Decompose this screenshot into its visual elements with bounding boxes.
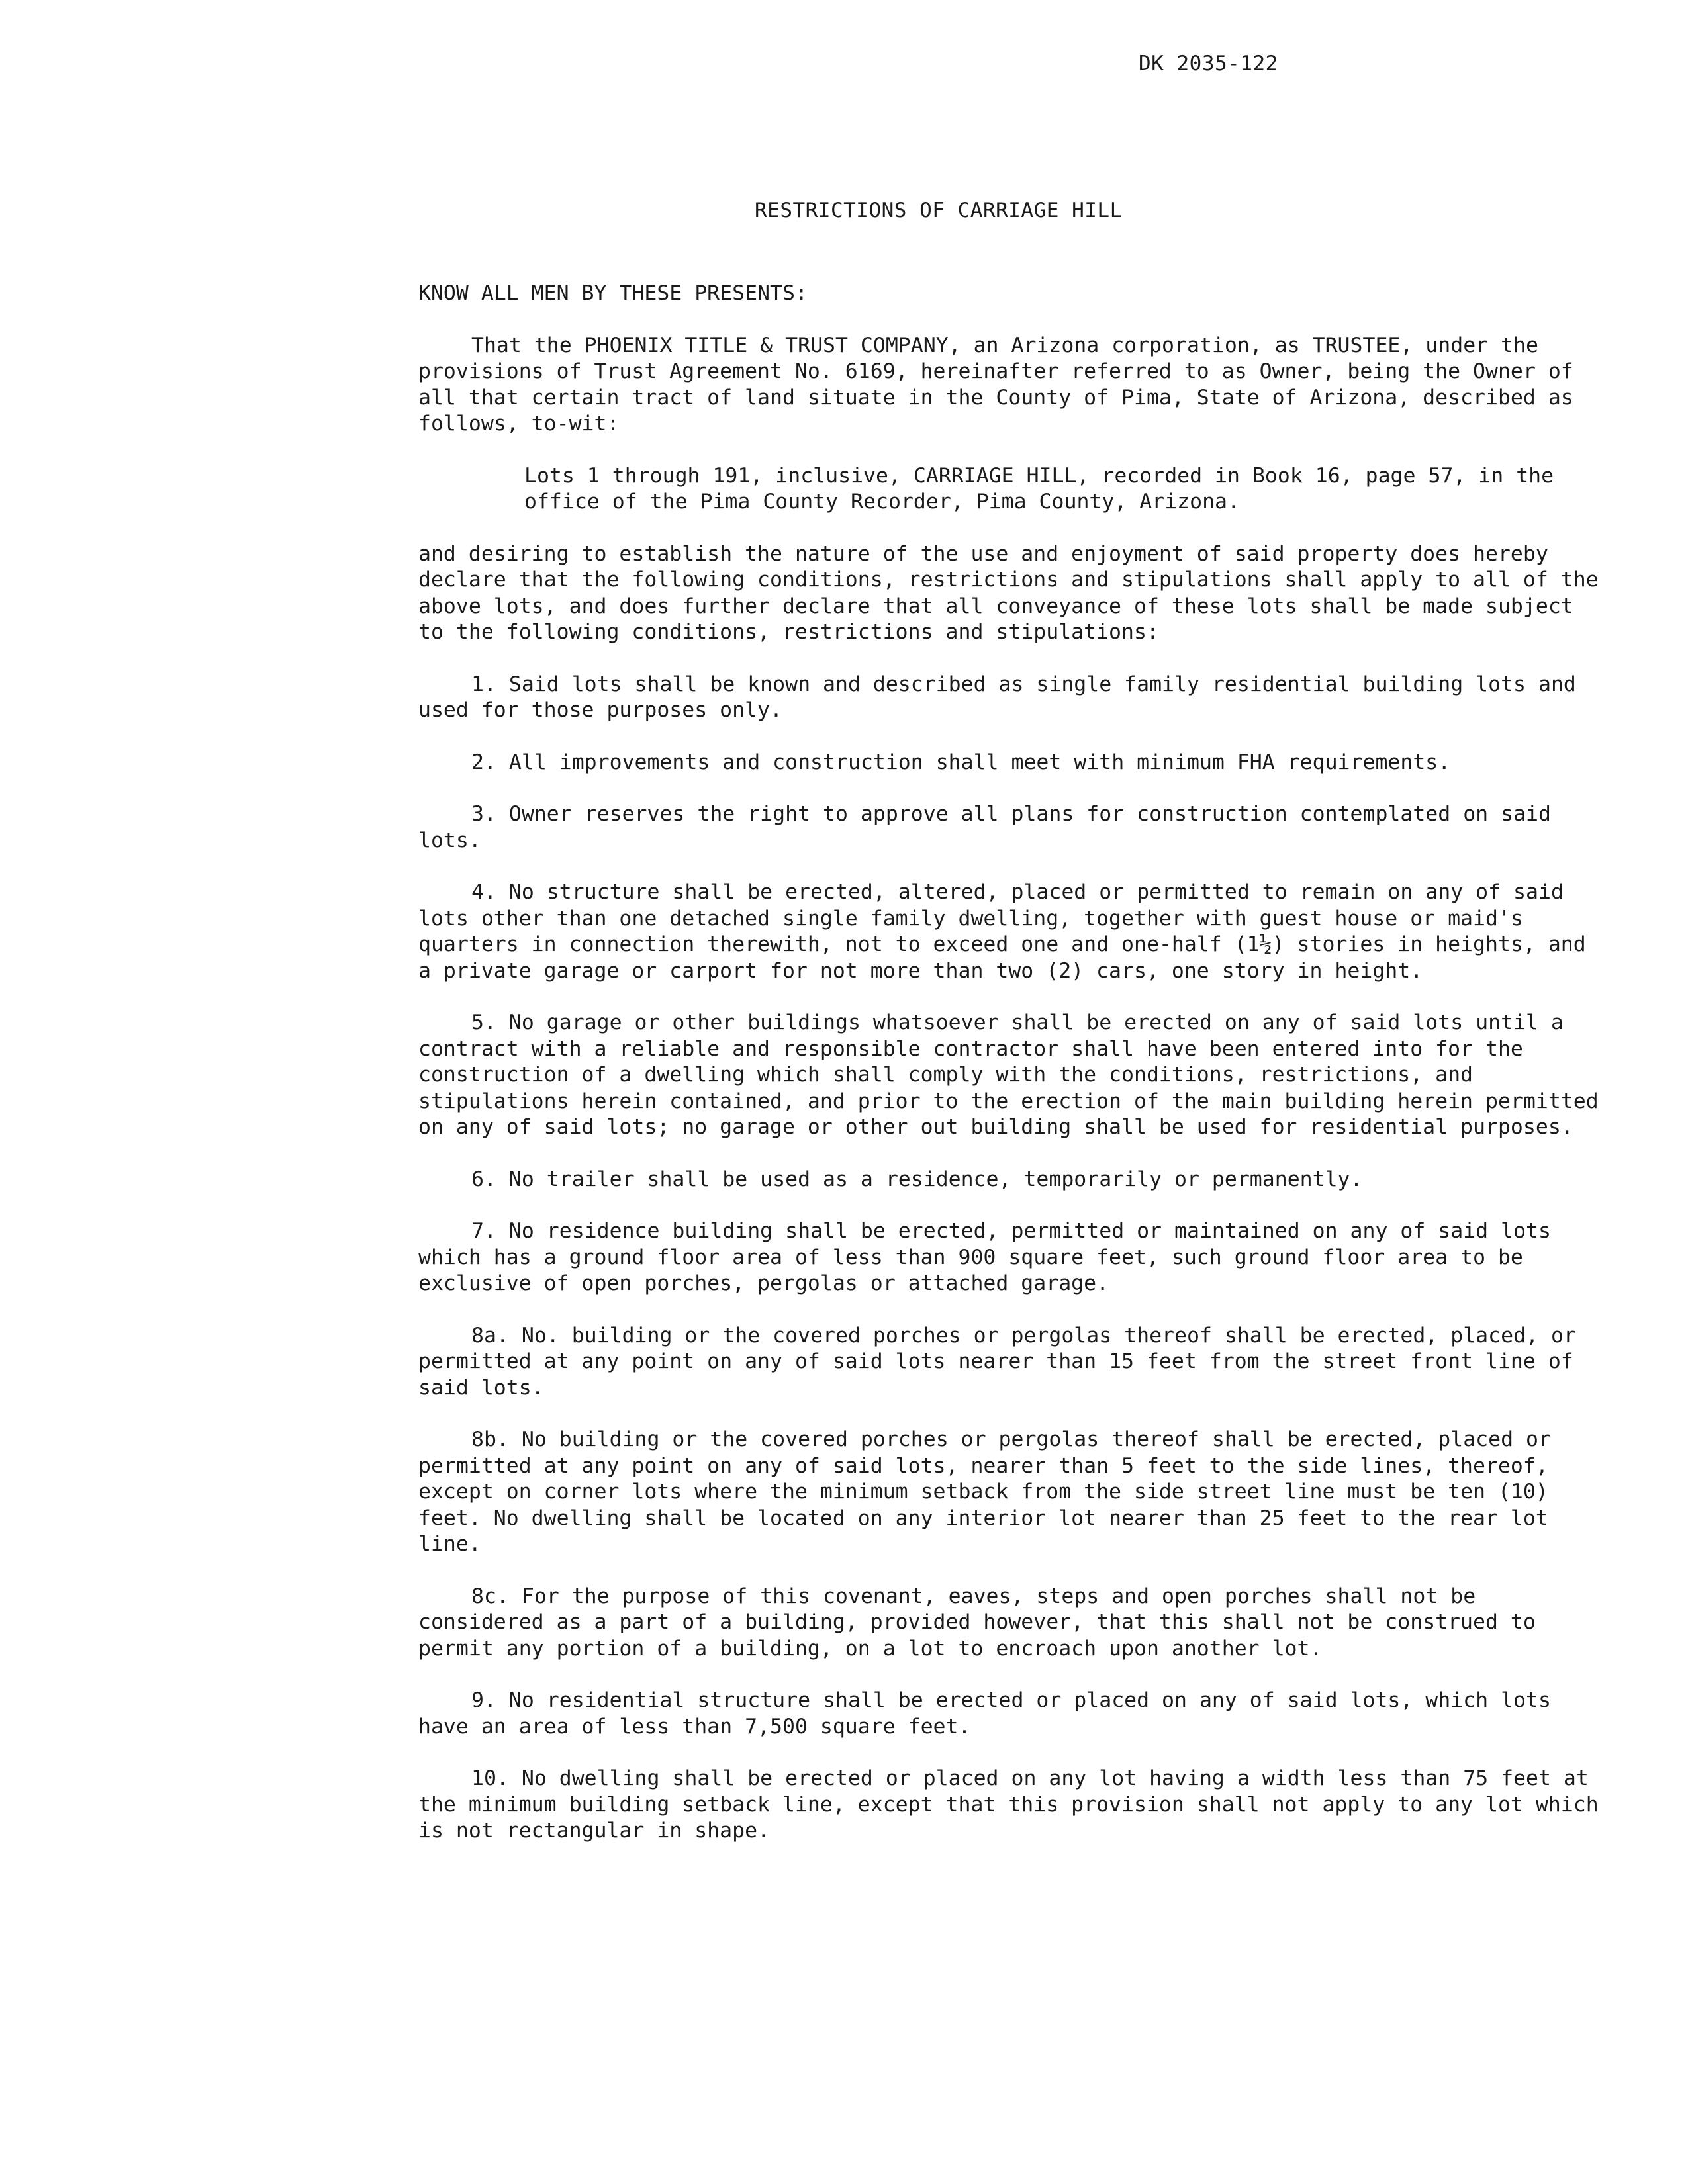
document-title: RESTRICTIONS OF CARRIAGE HILL: [755, 199, 1123, 222]
restriction-item: 1. Said lots shall be known and described as single family residential building lots and used for those purposes only.: [418, 672, 1576, 722]
restriction-item: 8b. No building or the covered porches or pergolas thereof shall be erected, placed or permitted at any point on any of said lots, nearer than 5 feet to the side lines, thereof, except on corner lots where the minimum setback from the side street line must be ten (10) feet. No dwelling shall be located on any interior lot nearer than 25 feet to the rear lot line.: [418, 1428, 1551, 1556]
opening-clause: KNOW ALL MEN BY THESE PRESENTS:: [418, 281, 808, 305]
restriction-item: 8c. For the purpose of this covenant, eaves, steps and open porches shall not be considered as a part of a building, provided however, that this shall not be construed to permit any portion of a building, on a lot to encroach upon another lot.: [418, 1584, 1536, 1661]
restriction-item: 5. No garage or other buildings whatsoever shall be erected on any of said lots until a contract with a reliable and responsible contractor shall have been entered into for the construction of a dwelling which shall comply with the conditions, restrictions, and stipulations herein contained, and prior to the erection of the main building herein permitted on any of said lots; no garage or other out building shall be used for residential purposes.: [418, 1011, 1599, 1139]
restriction-item: 2. All improvements and construction shall meet with minimum FHA requirements.: [471, 750, 1451, 774]
restriction-item: 8a. No. building or the covered porches or pergolas thereof shall be erected, placed, or permitted at any point on any of said lots nearer than 15 feet from the street front line of said lots.: [418, 1323, 1576, 1400]
restriction-item: 3. Owner reserves the right to approve all plans for construction contemplated on said lots.: [418, 802, 1551, 852]
preamble-paragraph: That the PHOENIX TITLE & TRUST COMPANY, an Arizona corporation, as TRUSTEE, under the provisions of Trust Agreement No. 6169, hereinafter referred to as Owner, being the Owner of all that certain tract of land situate in the County of Pima, State of Arizona, described as follows, to-wit:: [418, 333, 1573, 435]
legal-description: Lots 1 through 191, inclusive, CARRIAGE HILL, recorded in Book 16, page 57, in the office of the Pima County Recorder, Pima County, Arizona.: [524, 463, 1554, 514]
restriction-item: 9. No residential structure shall be erected or placed on any of said lots, which lots have an area of less than 7,500 square feet.: [418, 1688, 1551, 1739]
document-reference-number: DK 2035-122: [1139, 52, 1278, 75]
restriction-item: 4. No structure shall be erected, altered, placed or permitted to remain on any of said lots other than one detached single family dwelling, together with guest house or maid's quarters in connection therewith, not to exceed one and one-half (1½) stories in heights, and a private garage or carport for not more than two (2) cars, one story in height.: [418, 880, 1586, 983]
restriction-item: 6. No trailer shall be used as a residence, temporarily or permanently.: [471, 1167, 1363, 1191]
restriction-item: 7. No residence building shall be erected, permitted or maintained on any of said lots which has a ground floor area of less than 900 square feet, such ground floor area to be exclusive of open porches, pergolas or attached garage.: [418, 1219, 1551, 1295]
restriction-item: 10. No dwelling shall be erected or placed on any lot having a width less than 75 feet at the minimum building setback line, except that this provision shall not apply to any lot which is not rectangular in shape.: [418, 1766, 1599, 1843]
declaration-paragraph: and desiring to establish the nature of the use and enjoyment of said property does hereby declare that the following conditions, restrictions and stipulations shall apply to all of the above lots, and does further declare that all conveyance of these lots shall be made subject to the following conditions, restrictions and stipulations:: [418, 541, 1599, 644]
document-body: [418, 281, 1610, 1870]
